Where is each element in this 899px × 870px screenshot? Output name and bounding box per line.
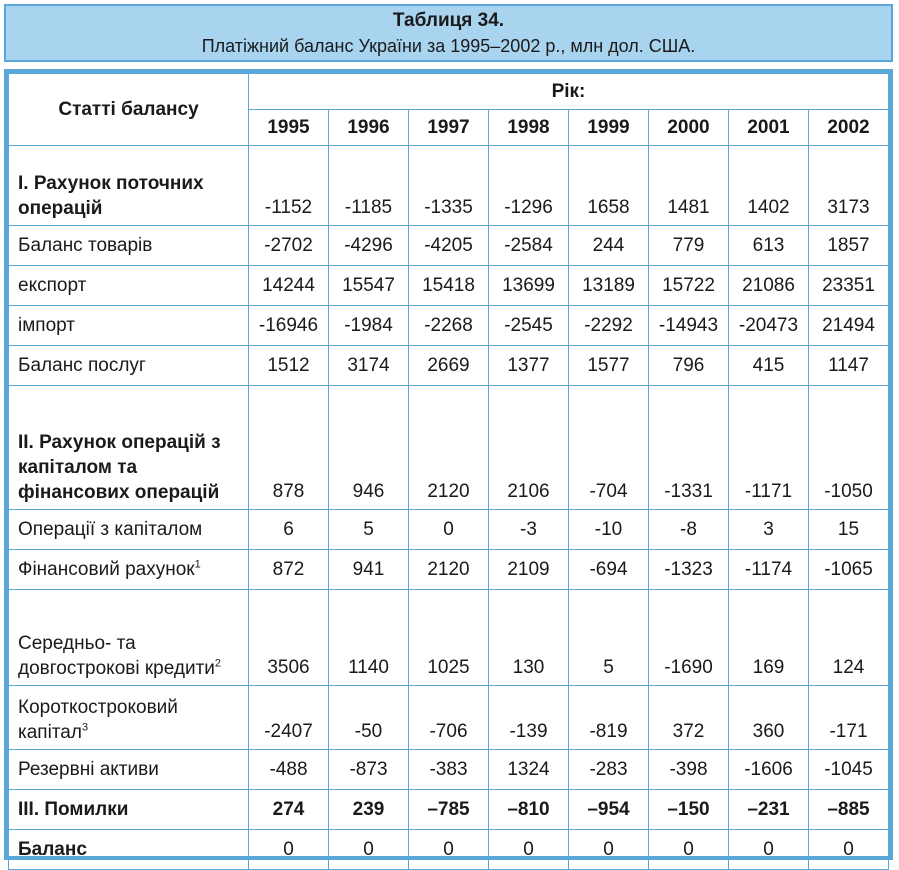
value-cell-1995: -2702 [249, 226, 329, 266]
value-cell-2002: 1147 [809, 346, 889, 386]
header-year-1996: 1996 [329, 110, 409, 146]
header-year-1999: 1999 [569, 110, 649, 146]
value-cell-1997: 2120 [409, 550, 489, 590]
value-cell-1997: 0 [409, 830, 489, 870]
value-cell-1997: 2120 [409, 386, 489, 510]
value-cell-1999: -10 [569, 510, 649, 550]
value-cell-1998: 0 [489, 830, 569, 870]
value-cell-1996: 239 [329, 790, 409, 830]
value-cell-2000: -8 [649, 510, 729, 550]
row-label [9, 750, 249, 790]
value-cell-2002: 3173 [809, 146, 889, 226]
row-label [9, 146, 249, 226]
balance-of-payments-table [8, 73, 889, 870]
table-row [9, 386, 889, 510]
value-cell-1998: 130 [489, 590, 569, 686]
footnote-marker: 3 [81, 721, 89, 734]
header-year-2001: 2001 [729, 110, 809, 146]
value-cell-1997: -383 [409, 750, 489, 790]
value-cell-2000: -14943 [649, 306, 729, 346]
row-label-text: I. Рахунок поточних операцій [18, 173, 204, 219]
row-label [9, 306, 249, 346]
value-cell-1996: 0 [329, 830, 409, 870]
value-cell-1997: 2669 [409, 346, 489, 386]
row-label [9, 790, 249, 830]
value-cell-1995: -488 [249, 750, 329, 790]
value-cell-2001: 3 [729, 510, 809, 550]
header-items-label: Статті балансу [9, 74, 249, 146]
value-cell-1997: -4205 [409, 226, 489, 266]
table-row [9, 590, 889, 686]
value-cell-2002: -1065 [809, 550, 889, 590]
row-label-text: Резервні активи [18, 759, 159, 780]
value-cell-2002: 0 [809, 830, 889, 870]
value-cell-1997: -2268 [409, 306, 489, 346]
row-label-text: II. Рахунок операцій з капіталом та фінансових операцій [18, 432, 221, 503]
value-cell-2000: 1481 [649, 146, 729, 226]
value-cell-1998: 1377 [489, 346, 569, 386]
value-cell-1996: 941 [329, 550, 409, 590]
value-cell-1998: –810 [489, 790, 569, 830]
table-number: Таблиця 34. [392, 10, 505, 31]
value-cell-1999: 244 [569, 226, 649, 266]
value-cell-2000: -1331 [649, 386, 729, 510]
row-label [9, 266, 249, 306]
value-cell-2000: -1690 [649, 590, 729, 686]
row-label [9, 510, 249, 550]
value-cell-1998: 2106 [489, 386, 569, 510]
row-label-text: Операції з капіталом [18, 519, 203, 540]
value-cell-1997: 0 [409, 510, 489, 550]
value-cell-1997: -1335 [409, 146, 489, 226]
value-cell-2000: 372 [649, 686, 729, 750]
value-cell-2001: –231 [729, 790, 809, 830]
value-cell-1995: 878 [249, 386, 329, 510]
row-label-text: III. Помилки [18, 799, 129, 820]
table-row [9, 346, 889, 386]
value-cell-2000: -1323 [649, 550, 729, 590]
value-cell-2000: 15722 [649, 266, 729, 306]
value-cell-1999: -819 [569, 686, 649, 750]
value-cell-1998: -3 [489, 510, 569, 550]
value-cell-2002: -171 [809, 686, 889, 750]
value-cell-1995: -16946 [249, 306, 329, 346]
value-cell-1996: 946 [329, 386, 409, 510]
value-cell-1999: 13189 [569, 266, 649, 306]
row-label [9, 686, 249, 750]
header-year-label: Рік: [249, 74, 889, 110]
row-label-text: Середньо- та довгострокові кредити [18, 633, 215, 679]
value-cell-2000: 796 [649, 346, 729, 386]
value-cell-1995: 14244 [249, 266, 329, 306]
header-year-1998: 1998 [489, 110, 569, 146]
value-cell-1998: -2584 [489, 226, 569, 266]
value-cell-1995: 3506 [249, 590, 329, 686]
table-row [9, 226, 889, 266]
row-label-text: експорт [18, 275, 87, 296]
value-cell-1999: -2292 [569, 306, 649, 346]
value-cell-1999: -704 [569, 386, 649, 510]
value-cell-2000: -398 [649, 750, 729, 790]
value-cell-1998: -1296 [489, 146, 569, 226]
value-cell-1995: 6 [249, 510, 329, 550]
row-label-text: Баланс [18, 839, 87, 860]
table-title-box [4, 4, 893, 62]
table-row [9, 790, 889, 830]
value-cell-1999: 1577 [569, 346, 649, 386]
value-cell-2000: –150 [649, 790, 729, 830]
value-cell-2001: 415 [729, 346, 809, 386]
value-cell-2002: 1857 [809, 226, 889, 266]
value-cell-1997: 1025 [409, 590, 489, 686]
value-cell-1998: 13699 [489, 266, 569, 306]
value-cell-2001: -1174 [729, 550, 809, 590]
value-cell-2001: -1171 [729, 386, 809, 510]
value-cell-1998: -139 [489, 686, 569, 750]
value-cell-2001: 1402 [729, 146, 809, 226]
row-label [9, 550, 249, 590]
row-label [9, 346, 249, 386]
balance-table-frame [4, 69, 893, 860]
header-year-2002: 2002 [809, 110, 889, 146]
row-label-text: Баланс послуг [18, 355, 146, 376]
value-cell-1995: 872 [249, 550, 329, 590]
value-cell-1997: -706 [409, 686, 489, 750]
value-cell-1999: -283 [569, 750, 649, 790]
value-cell-2001: 613 [729, 226, 809, 266]
table-row [9, 550, 889, 590]
value-cell-2002: -1045 [809, 750, 889, 790]
value-cell-2000: 0 [649, 830, 729, 870]
value-cell-2002: 124 [809, 590, 889, 686]
value-cell-1999: 0 [569, 830, 649, 870]
value-cell-1999: 1658 [569, 146, 649, 226]
value-cell-2002: 15 [809, 510, 889, 550]
header-year-1995: 1995 [249, 110, 329, 146]
value-cell-2002: 21494 [809, 306, 889, 346]
value-cell-1995: 0 [249, 830, 329, 870]
table-row [9, 306, 889, 346]
table-caption: Платіжний баланс України за 1995–2002 р., млн дол. США. [201, 36, 696, 56]
value-cell-1996: 5 [329, 510, 409, 550]
value-cell-2002: -1050 [809, 386, 889, 510]
value-cell-2002: 23351 [809, 266, 889, 306]
value-cell-1996: 1140 [329, 590, 409, 686]
value-cell-1995: -1152 [249, 146, 329, 226]
value-cell-2000: 779 [649, 226, 729, 266]
value-cell-1999: -694 [569, 550, 649, 590]
value-cell-1996: -1984 [329, 306, 409, 346]
value-cell-1995: 274 [249, 790, 329, 830]
value-cell-1997: 15418 [409, 266, 489, 306]
row-label-text: Баланс товарів [18, 235, 153, 256]
value-cell-2001: 21086 [729, 266, 809, 306]
value-cell-1996: -873 [329, 750, 409, 790]
value-cell-1996: -1185 [329, 146, 409, 226]
value-cell-1998: -2545 [489, 306, 569, 346]
value-cell-2001: -20473 [729, 306, 809, 346]
value-cell-1996: -50 [329, 686, 409, 750]
value-cell-1996: -4296 [329, 226, 409, 266]
table-row [9, 686, 889, 750]
value-cell-1995: 1512 [249, 346, 329, 386]
value-cell-2001: -1606 [729, 750, 809, 790]
row-label-text: Короткостроковий капітал [18, 697, 178, 743]
row-label [9, 386, 249, 510]
row-label [9, 590, 249, 686]
table-row [9, 146, 889, 226]
value-cell-1998: 2109 [489, 550, 569, 590]
value-cell-2001: 0 [729, 830, 809, 870]
value-cell-2002: –885 [809, 790, 889, 830]
value-cell-1997: –785 [409, 790, 489, 830]
value-cell-2001: 169 [729, 590, 809, 686]
table-row [9, 750, 889, 790]
table-row [9, 266, 889, 306]
value-cell-1998: 1324 [489, 750, 569, 790]
footnote-marker: 2 [214, 657, 222, 670]
header-year-1997: 1997 [409, 110, 489, 146]
row-label-text: імпорт [18, 315, 75, 336]
value-cell-1999: 5 [569, 590, 649, 686]
value-cell-1996: 3174 [329, 346, 409, 386]
value-cell-1995: -2407 [249, 686, 329, 750]
value-cell-2001: 360 [729, 686, 809, 750]
row-label [9, 226, 249, 266]
row-label-text: Фінансовий рахунок [18, 559, 195, 580]
value-cell-1996: 15547 [329, 266, 409, 306]
footnote-marker: 1 [194, 558, 201, 571]
value-cell-1999: –954 [569, 790, 649, 830]
table-row [9, 510, 889, 550]
header-year-2000: 2000 [649, 110, 729, 146]
